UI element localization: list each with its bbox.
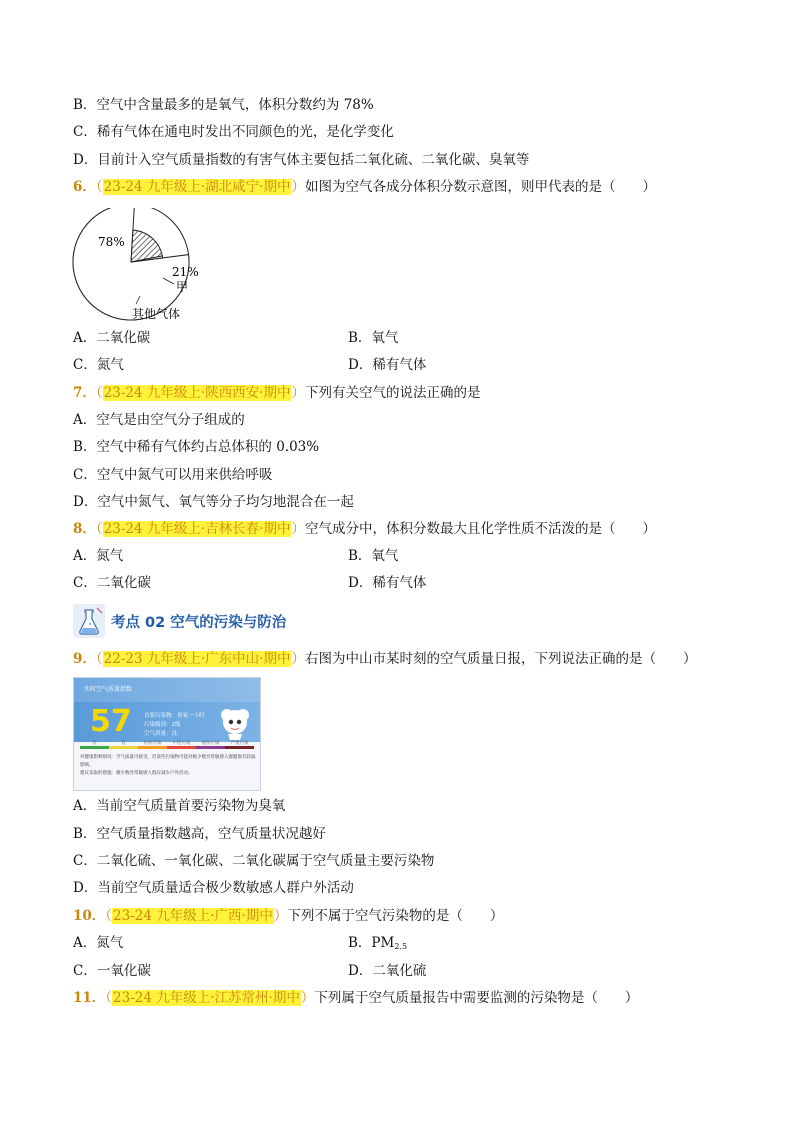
aq-note-advice: 建议采取的措施：极少数异常敏感人群应减少户外活动。 [80,771,193,776]
flask-icon [73,604,105,638]
q8-option-a: A．氮气 [73,548,124,564]
air-quality-report-image [73,677,261,791]
pie-label-other: 其他气体 [132,307,181,321]
question-source: 23-24 九年级上·广西·期中 [113,908,273,924]
question-source: 22-23 九年级上·广东中山·期中 [103,651,291,667]
mascot-icon [216,706,254,742]
aq-quality: 空气质量：良 [144,731,178,737]
pie-label-21: 21% [172,265,199,279]
question-number: 8． [73,521,96,537]
question-number: 10． [73,908,106,924]
q7-option-c: C．空气中氮气可以用来供给呼吸 [73,467,273,483]
question-number: 11． [73,990,106,1006]
question-7: 7．（23-24 九年级上·陕西西安·期中）下列有关空气的说法正确的是 [73,385,481,401]
aq-header-text: 实时空气质量指数 [84,686,133,693]
q7-option-a: A．空气是由空气分子组成的 [73,412,245,428]
q8-option-d: D．稀有气体 [348,575,427,591]
aq-scale-segment [138,746,167,749]
aq-scale-segment [167,746,196,749]
aq-scale-label: 中度污染 [172,741,191,746]
question-10: 10．（23-24 九年级上·广西·期中）下列不属于空气污染物的是（ ） [73,908,504,924]
question-source: 23-24 九年级上·江苏常州·期中 [113,990,300,1006]
aq-level: 污染级别：2级 [144,722,181,728]
question-source: 23-24 九年级上·陕西西安·期中 [103,385,291,401]
question-11: 11．（23-24 九年级上·江苏常州·期中）下列属于空气质量报告中需要监测的污染物是（ ） [73,990,639,1006]
section-header [73,604,286,638]
q8-option-c: C．二氧化碳 [73,575,151,591]
aq-scale-segment [109,746,138,749]
aq-notes [80,754,256,778]
q7-option-b: B．空气中稀有气体约占总体积的 0.03% [73,439,320,455]
aq-scale-segment [80,746,109,749]
pie-label-jia: 甲 [176,280,189,294]
aq-note-health: 对健康影响情况：空气质量可接受，但某些污染物可能对极少数异常敏感人群健康有较弱影响。 [80,755,256,768]
question-8: 8．（23-24 九年级上·吉林长春·期中）空气成分中，体积分数最大且化学性质不活泼的是（ ） [73,521,656,537]
q7-option-d: D．空气中氮气、氧气等分子均匀地混合在一起 [73,494,354,510]
section-title: 考点 02 空气的污染与防治 [111,614,287,631]
question-stem: 右图为中山市某时刻的空气质量日报，下列说法正确的是（ ） [304,651,697,667]
q10-option-c: C．一氧化碳 [73,963,151,979]
question-number: 6． [73,179,96,195]
aq-pollutant: 首要污染物：臭氧一小时 [144,713,205,719]
aq-scale-label: 重度污染 [201,741,220,746]
question-stem: 下列不属于空气污染物的是（ ） [287,908,504,924]
question-stem: 下列属于空气质量报告中需要监测的污染物是（ ） [314,990,639,1006]
q10-option-b: B．$PM_{2.5}$ [348,935,408,951]
q10-option-a: A．氮气 [73,935,124,951]
question-9: 9．（22-23 九年级上·广东中山·期中）右图为中山市某时刻的空气质量日报，下列说法正确的是（ ） [73,651,697,667]
question-number: 7． [73,385,96,401]
q9-option-a: A．当前空气质量首要污染物为臭氧 [73,798,286,814]
aq-scale-bar [80,746,254,749]
q6-option-a: A．二氧化碳 [73,330,151,346]
question-stem: 如图为空气各成分体积分数示意图，则甲代表的是（ ） [304,179,656,195]
q6-option-d: D．稀有气体 [348,357,427,373]
option-c-q5: C．稀有气体在通电时发出不同颜色的光，是化学变化 [73,124,394,140]
question-number: 9． [73,651,96,667]
air-composition-pie-chart [70,208,220,326]
option-b-q5: B．空气中含量最多的是氧气，体积分数约为 78% [73,97,374,113]
aq-scale-label: 优 [92,741,97,746]
q9-option-c: C．二氧化硫、一氧化碳、二氧化碳属于空气质量主要污染物 [73,853,435,869]
q10-option-d: D．二氧化硫 [348,963,427,979]
question-stem: 空气成分中，体积分数最大且化学性质不活泼的是（ ） [304,521,656,537]
aq-scale-label: 良 [121,741,126,746]
q6-option-b: B．氧气 [348,330,399,346]
aq-scale-label: 严重污染 [230,741,249,746]
pie-label-78: 78% [98,235,125,249]
aq-info [144,712,205,739]
q6-option-c: C．氮气 [73,357,124,373]
q9-option-d: D．当前空气质量适合极少数敏感人群户外活动 [73,880,354,896]
q9-option-b: B．空气质量指数越高，空气质量状况越好 [73,826,326,842]
option-d-q5: D．目前计入空气质量指数的有害气体主要包括二氧化硫、二氧化碳、臭氧等 [73,152,530,168]
question-6: 6．（23-24 九年级上·湖北咸宁·期中）如图为空气各成分体积分数示意图，则甲代表的是（ ） [73,179,656,195]
question-stem: 下列有关空气的说法正确的是 [304,385,481,401]
aq-scale-segment [225,746,254,749]
q8-option-b: B．氧气 [348,548,399,564]
question-source: 23-24 九年级上·湖北咸宁·期中 [103,179,291,195]
aq-scale-label: 轻度污染 [143,741,162,746]
aq-scale-segment [196,746,225,749]
question-source: 23-24 九年级上·吉林长春·期中 [103,521,291,537]
aq-index-value: 57 [90,704,132,739]
